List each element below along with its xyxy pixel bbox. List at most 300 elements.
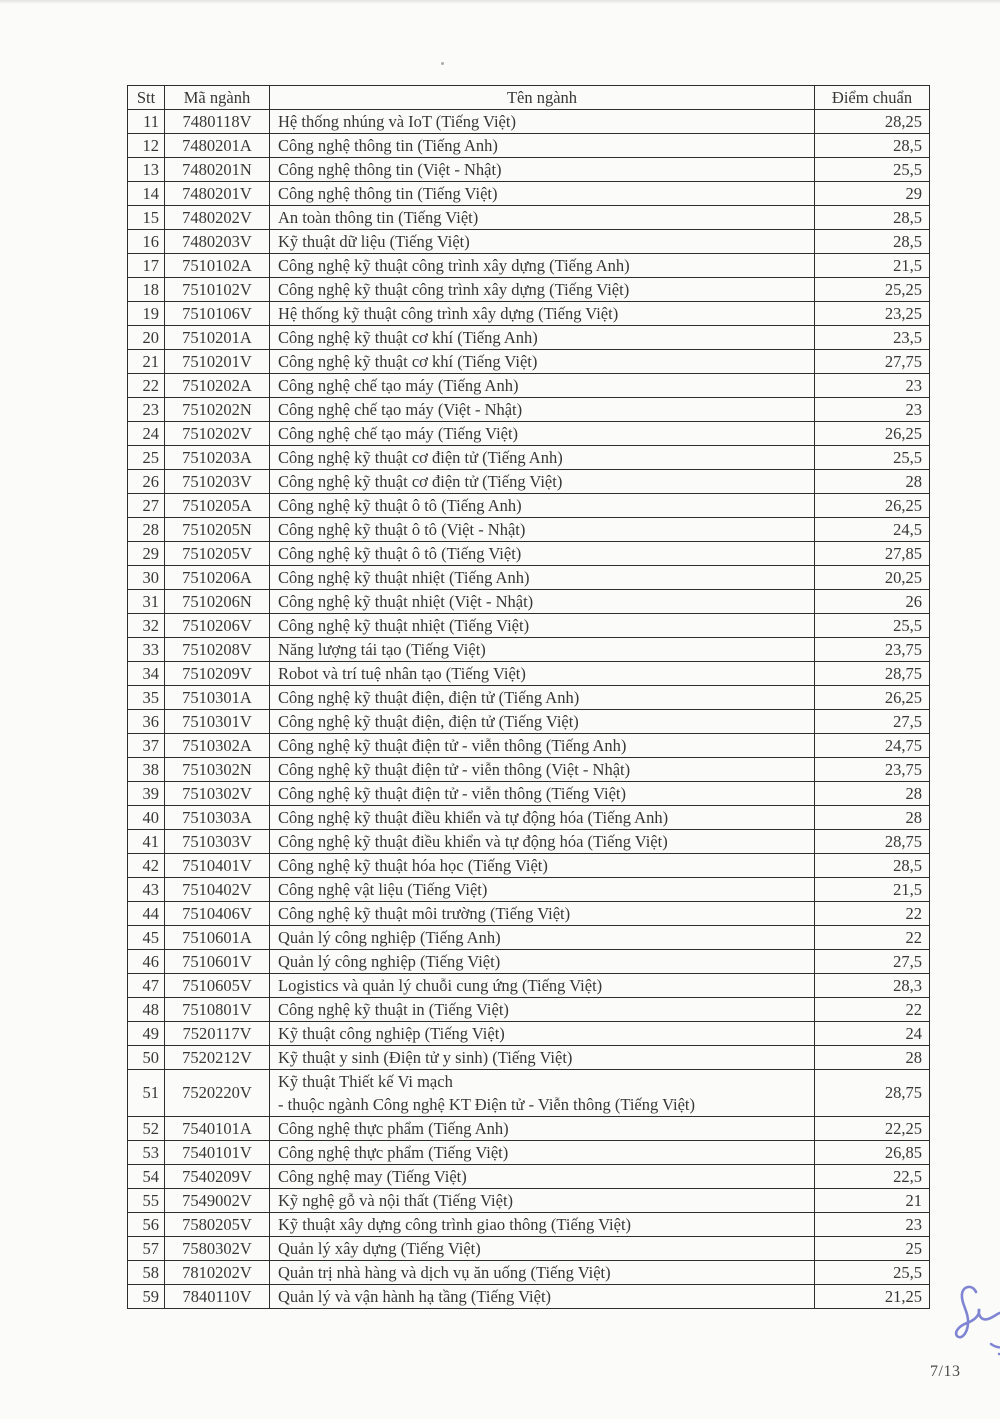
cell-score: 26,25 bbox=[815, 421, 930, 445]
table-row bbox=[128, 253, 930, 277]
cell-code: 7510801V bbox=[165, 997, 270, 1021]
cell-score: 28 bbox=[815, 469, 930, 493]
cell-score: 25,5 bbox=[815, 613, 930, 637]
cell-code: 7540101V bbox=[165, 1140, 270, 1164]
cell-name bbox=[270, 133, 815, 157]
cell-stt: 47 bbox=[128, 973, 165, 997]
cell-code: 7580302V bbox=[165, 1236, 270, 1260]
cell-stt: 19 bbox=[128, 301, 165, 325]
major-name-line: Kỹ thuật Thiết kế Vi mạch bbox=[278, 1071, 453, 1091]
cell-code: 7510202A bbox=[165, 373, 270, 397]
cell-score: 28,5 bbox=[815, 133, 930, 157]
table-row bbox=[128, 589, 930, 613]
cell-name bbox=[270, 949, 815, 973]
cell-stt: 55 bbox=[128, 1188, 165, 1212]
cell-name bbox=[270, 877, 815, 901]
cell-score: 23 bbox=[815, 373, 930, 397]
cell-name bbox=[270, 469, 815, 493]
cell-name bbox=[270, 229, 815, 253]
cell-code: 7480201A bbox=[165, 133, 270, 157]
table-header-row bbox=[128, 86, 930, 110]
cell-name bbox=[270, 1021, 815, 1045]
cell-stt: 13 bbox=[128, 157, 165, 181]
major-name-line: Quản lý công nghiệp (Tiếng Anh) bbox=[278, 927, 501, 947]
cell-score: 22,25 bbox=[815, 1116, 930, 1140]
major-name-line: Công nghệ kỹ thuật điều khiển và tự động hóa (Tiếng Anh) bbox=[278, 807, 669, 827]
cell-score: 26,85 bbox=[815, 1140, 930, 1164]
cell-name bbox=[270, 397, 815, 421]
cell-score: 21,5 bbox=[815, 253, 930, 277]
cell-code: 7510402V bbox=[165, 877, 270, 901]
cell-name bbox=[270, 805, 815, 829]
cell-name bbox=[270, 1140, 815, 1164]
cell-name bbox=[270, 637, 815, 661]
table-row bbox=[128, 733, 930, 757]
cell-name bbox=[270, 565, 815, 589]
cell-code: 7510605V bbox=[165, 973, 270, 997]
cell-code: 7510302N bbox=[165, 757, 270, 781]
cell-name bbox=[270, 1188, 815, 1212]
cell-stt: 18 bbox=[128, 277, 165, 301]
cell-name bbox=[270, 517, 815, 541]
cell-stt: 23 bbox=[128, 397, 165, 421]
cell-score: 24,75 bbox=[815, 733, 930, 757]
cell-score: 27,85 bbox=[815, 541, 930, 565]
cell-name bbox=[270, 181, 815, 205]
major-name-line: Công nghệ kỹ thuật cơ khí (Tiếng Anh) bbox=[278, 327, 538, 347]
major-name-line: Công nghệ thông tin (Tiếng Việt) bbox=[278, 183, 498, 203]
cell-name bbox=[270, 349, 815, 373]
cell-stt: 36 bbox=[128, 709, 165, 733]
cell-stt: 46 bbox=[128, 949, 165, 973]
column-header-name: Tên ngành bbox=[270, 86, 815, 110]
cell-name bbox=[270, 829, 815, 853]
page-number: 7/13 bbox=[930, 1363, 961, 1380]
table-row bbox=[128, 109, 930, 133]
cell-stt: 28 bbox=[128, 517, 165, 541]
cell-name bbox=[270, 973, 815, 997]
cell-code: 7540209V bbox=[165, 1164, 270, 1188]
cell-name bbox=[270, 277, 815, 301]
cell-stt: 40 bbox=[128, 805, 165, 829]
major-name-line: Công nghệ kỹ thuật điện tử - viễn thông (Tiếng Việt) bbox=[278, 783, 627, 803]
cell-name bbox=[270, 709, 815, 733]
cell-code: 7510401V bbox=[165, 853, 270, 877]
cell-score: 28 bbox=[815, 781, 930, 805]
cell-code: 7510206N bbox=[165, 589, 270, 613]
cell-code: 7480201N bbox=[165, 157, 270, 181]
cell-code: 7510205N bbox=[165, 517, 270, 541]
cell-code: 7480118V bbox=[165, 109, 270, 133]
cell-score: 28,75 bbox=[815, 829, 930, 853]
table-row bbox=[128, 445, 930, 469]
major-name-line: Công nghệ chế tạo máy (Tiếng Việt) bbox=[278, 423, 519, 443]
table-row bbox=[128, 1260, 930, 1284]
table-row bbox=[128, 997, 930, 1021]
signature-swash bbox=[991, 1340, 1000, 1354]
cell-stt: 14 bbox=[128, 181, 165, 205]
cell-code: 7540101A bbox=[165, 1116, 270, 1140]
cell-name bbox=[270, 661, 815, 685]
major-name-line: - thuộc ngành Công nghệ KT Điện tử - Viễn thông (Tiếng Việt) bbox=[278, 1094, 695, 1114]
cell-code: 7510202V bbox=[165, 421, 270, 445]
table-row bbox=[128, 181, 930, 205]
table-row bbox=[128, 781, 930, 805]
cell-name bbox=[270, 925, 815, 949]
major-name-line: Công nghệ kỹ thuật điện tử - viễn thông (Tiếng Anh) bbox=[278, 735, 627, 755]
cell-score: 24,5 bbox=[815, 517, 930, 541]
table-row bbox=[128, 1164, 930, 1188]
cell-score: 25,5 bbox=[815, 157, 930, 181]
cell-code: 7510302A bbox=[165, 733, 270, 757]
cell-name bbox=[270, 853, 815, 877]
table-row bbox=[128, 853, 930, 877]
table-row bbox=[128, 757, 930, 781]
cell-stt: 43 bbox=[128, 877, 165, 901]
cell-code: 7520212V bbox=[165, 1045, 270, 1069]
cell-name bbox=[270, 253, 815, 277]
cell-stt: 38 bbox=[128, 757, 165, 781]
major-name-line: Quản lý và vận hành hạ tầng (Tiếng Việt) bbox=[278, 1286, 552, 1306]
cell-stt: 42 bbox=[128, 853, 165, 877]
table-row bbox=[128, 1236, 930, 1260]
cell-stt: 17 bbox=[128, 253, 165, 277]
cell-score: 23,5 bbox=[815, 325, 930, 349]
cell-stt: 57 bbox=[128, 1236, 165, 1260]
cell-name bbox=[270, 1236, 815, 1260]
major-name-line: Công nghệ thực phẩm (Tiếng Việt) bbox=[278, 1142, 509, 1162]
major-name-line: Công nghệ kỹ thuật công trình xây dựng (Tiếng Việt) bbox=[278, 279, 630, 299]
major-name-line: Quản lý công nghiệp (Tiếng Việt) bbox=[278, 951, 501, 971]
major-name-line: Hệ thống kỹ thuật công trình xây dựng (Tiếng Việt) bbox=[278, 303, 619, 323]
major-name-line: Công nghệ kỹ thuật cơ khí (Tiếng Việt) bbox=[278, 351, 538, 371]
major-name-line: Công nghệ kỹ thuật công trình xây dựng (Tiếng Anh) bbox=[278, 255, 630, 275]
major-name-line: Công nghệ kỹ thuật ô tô (Việt - Nhật) bbox=[278, 519, 526, 539]
cell-code: 7510202N bbox=[165, 397, 270, 421]
cell-code: 7510206V bbox=[165, 613, 270, 637]
cell-stt: 33 bbox=[128, 637, 165, 661]
cell-code: 7480201V bbox=[165, 181, 270, 205]
cell-stt: 51 bbox=[128, 1069, 165, 1116]
cell-code: 7510302V bbox=[165, 781, 270, 805]
cell-stt: 24 bbox=[128, 421, 165, 445]
cell-name bbox=[270, 781, 815, 805]
cell-stt: 12 bbox=[128, 133, 165, 157]
cell-score: 28,75 bbox=[815, 1069, 930, 1116]
cell-name bbox=[270, 205, 815, 229]
column-header-code: Mã ngành bbox=[165, 86, 270, 110]
table-row bbox=[128, 397, 930, 421]
major-name-line: Công nghệ thông tin (Việt - Nhật) bbox=[278, 159, 502, 179]
table-row bbox=[128, 949, 930, 973]
table-row bbox=[128, 565, 930, 589]
cell-code: 7520117V bbox=[165, 1021, 270, 1045]
cell-code: 7510102A bbox=[165, 253, 270, 277]
cell-code: 7510208V bbox=[165, 637, 270, 661]
cell-score: 21,25 bbox=[815, 1284, 930, 1308]
major-name-line: Công nghệ kỹ thuật điện tử - viễn thông (Việt - Nhật) bbox=[278, 759, 631, 779]
cell-name bbox=[270, 1212, 815, 1236]
cell-stt: 26 bbox=[128, 469, 165, 493]
major-name-line: Công nghệ kỹ thuật ô tô (Tiếng Anh) bbox=[278, 495, 522, 515]
major-name-line: Công nghệ kỹ thuật nhiệt (Việt - Nhật) bbox=[278, 591, 534, 611]
cell-score: 22 bbox=[815, 925, 930, 949]
cell-score: 23,25 bbox=[815, 301, 930, 325]
cell-stt: 15 bbox=[128, 205, 165, 229]
cell-stt: 52 bbox=[128, 1116, 165, 1140]
cell-score: 23,75 bbox=[815, 757, 930, 781]
major-name-line: Công nghệ may (Tiếng Việt) bbox=[278, 1166, 467, 1186]
cell-score: 26 bbox=[815, 589, 930, 613]
cell-name bbox=[270, 157, 815, 181]
major-name-line: Công nghệ vật liệu (Tiếng Việt) bbox=[278, 879, 488, 899]
major-name-line: Công nghệ chế tạo máy (Tiếng Anh) bbox=[278, 375, 519, 395]
cell-code: 7510303V bbox=[165, 829, 270, 853]
column-header-score: Điểm chuẩn bbox=[815, 86, 930, 110]
major-name-line: Công nghệ chế tạo máy (Việt - Nhật) bbox=[278, 399, 523, 419]
cell-code: 7510209V bbox=[165, 661, 270, 685]
table-row bbox=[128, 1140, 930, 1164]
cell-score: 25 bbox=[815, 1236, 930, 1260]
cell-score: 28,3 bbox=[815, 973, 930, 997]
cell-score: 22 bbox=[815, 901, 930, 925]
cell-score: 28,25 bbox=[815, 109, 930, 133]
cell-code: 7510206A bbox=[165, 565, 270, 589]
cell-name bbox=[270, 301, 815, 325]
major-name-line: Công nghệ kỹ thuật in (Tiếng Việt) bbox=[278, 999, 509, 1019]
scan-speck bbox=[441, 62, 444, 65]
cell-score: 24 bbox=[815, 1021, 930, 1045]
cell-name bbox=[270, 1284, 815, 1308]
cell-stt: 34 bbox=[128, 661, 165, 685]
cell-score: 21 bbox=[815, 1188, 930, 1212]
major-name-line: Công nghệ kỹ thuật môi trường (Tiếng Việt) bbox=[278, 903, 571, 923]
cell-name bbox=[270, 1069, 815, 1116]
cell-score: 28,75 bbox=[815, 661, 930, 685]
major-name-line: Hệ thống nhúng và IoT (Tiếng Việt) bbox=[278, 111, 516, 131]
cell-name bbox=[270, 445, 815, 469]
cell-stt: 31 bbox=[128, 589, 165, 613]
cell-stt: 54 bbox=[128, 1164, 165, 1188]
cell-code: 7510406V bbox=[165, 901, 270, 925]
table-row bbox=[128, 229, 930, 253]
cell-code: 7510203A bbox=[165, 445, 270, 469]
cell-stt: 44 bbox=[128, 901, 165, 925]
table-row bbox=[128, 685, 930, 709]
cell-score: 25,25 bbox=[815, 277, 930, 301]
cell-score: 27,5 bbox=[815, 949, 930, 973]
cell-code: 7580205V bbox=[165, 1212, 270, 1236]
major-name-line: Kỹ nghệ gỗ và nội thất (Tiếng Việt) bbox=[278, 1190, 514, 1210]
cell-stt: 45 bbox=[128, 925, 165, 949]
major-name-line: Năng lượng tái tạo (Tiếng Việt) bbox=[278, 639, 486, 659]
major-name-line: Công nghệ kỹ thuật nhiệt (Tiếng Việt) bbox=[278, 615, 530, 635]
major-name-line: Kỹ thuật công nghiệp (Tiếng Việt) bbox=[278, 1023, 505, 1043]
table-row bbox=[128, 349, 930, 373]
cell-stt: 29 bbox=[128, 541, 165, 565]
table-row bbox=[128, 541, 930, 565]
cell-code: 7510201A bbox=[165, 325, 270, 349]
cell-code: 7549002V bbox=[165, 1188, 270, 1212]
admission-scores-table bbox=[127, 85, 930, 1309]
cell-stt: 39 bbox=[128, 781, 165, 805]
cell-stt: 50 bbox=[128, 1045, 165, 1069]
cell-code: 7810202V bbox=[165, 1260, 270, 1284]
cell-name bbox=[270, 757, 815, 781]
cell-name bbox=[270, 1260, 815, 1284]
cell-name bbox=[270, 109, 815, 133]
cell-name bbox=[270, 541, 815, 565]
table-row bbox=[128, 157, 930, 181]
cell-code: 7510205V bbox=[165, 541, 270, 565]
cell-code: 7510102V bbox=[165, 277, 270, 301]
cell-score: 23,75 bbox=[815, 637, 930, 661]
cell-score: 22,5 bbox=[815, 1164, 930, 1188]
cell-name bbox=[270, 901, 815, 925]
cell-score: 27,5 bbox=[815, 709, 930, 733]
table-row bbox=[128, 205, 930, 229]
cell-score: 29 bbox=[815, 181, 930, 205]
major-name-line: Công nghệ kỹ thuật cơ điện tử (Tiếng Việt) bbox=[278, 471, 563, 491]
table-row bbox=[128, 373, 930, 397]
table-row bbox=[128, 901, 930, 925]
cell-score: 28,5 bbox=[815, 205, 930, 229]
cell-code: 7510205A bbox=[165, 493, 270, 517]
major-name-line: Công nghệ kỹ thuật điện, điện tử (Tiếng Việt) bbox=[278, 711, 579, 731]
cell-code: 7510106V bbox=[165, 301, 270, 325]
cell-stt: 41 bbox=[128, 829, 165, 853]
table-row bbox=[128, 1212, 930, 1236]
major-name-line: Công nghệ kỹ thuật ô tô (Tiếng Việt) bbox=[278, 543, 522, 563]
table-row bbox=[128, 493, 930, 517]
table-row bbox=[128, 973, 930, 997]
table-row bbox=[128, 661, 930, 685]
cell-score: 20,25 bbox=[815, 565, 930, 589]
cell-stt: 16 bbox=[128, 229, 165, 253]
cell-code: 7510301A bbox=[165, 685, 270, 709]
major-name-line: Kỹ thuật y sinh (Điện tử y sinh) (Tiếng Việt) bbox=[278, 1047, 573, 1067]
table-row bbox=[128, 277, 930, 301]
cell-stt: 53 bbox=[128, 1140, 165, 1164]
cell-name bbox=[270, 733, 815, 757]
cell-score: 25,5 bbox=[815, 445, 930, 469]
cell-name bbox=[270, 1045, 815, 1069]
table-row bbox=[128, 325, 930, 349]
major-name-line: Robot và trí tuệ nhân tạo (Tiếng Việt) bbox=[278, 663, 526, 683]
admission-table-body bbox=[128, 109, 930, 1308]
cell-score: 28,5 bbox=[815, 853, 930, 877]
cell-stt: 48 bbox=[128, 997, 165, 1021]
cell-score: 27,75 bbox=[815, 349, 930, 373]
cell-name bbox=[270, 1116, 815, 1140]
cell-score: 25,5 bbox=[815, 1260, 930, 1284]
table-row bbox=[128, 829, 930, 853]
cell-stt: 58 bbox=[128, 1260, 165, 1284]
cell-score: 28 bbox=[815, 1045, 930, 1069]
cell-code: 7510301V bbox=[165, 709, 270, 733]
major-name-line: Công nghệ kỹ thuật điện, điện tử (Tiếng Anh) bbox=[278, 687, 580, 707]
cell-code: 7520220V bbox=[165, 1069, 270, 1116]
cell-name bbox=[270, 589, 815, 613]
cell-code: 7510601A bbox=[165, 925, 270, 949]
table-row bbox=[128, 1045, 930, 1069]
cell-code: 7510203V bbox=[165, 469, 270, 493]
cell-stt: 11 bbox=[128, 109, 165, 133]
cell-stt: 22 bbox=[128, 373, 165, 397]
cell-name bbox=[270, 997, 815, 1021]
major-name-line: Logistics và quản lý chuỗi cung ứng (Tiếng Việt) bbox=[278, 975, 603, 995]
cell-score: 23 bbox=[815, 1212, 930, 1236]
cell-score: 26,25 bbox=[815, 685, 930, 709]
table-row bbox=[128, 613, 930, 637]
cell-name bbox=[270, 421, 815, 445]
table-row bbox=[128, 1021, 930, 1045]
table-row bbox=[128, 517, 930, 541]
table-row bbox=[128, 877, 930, 901]
cell-stt: 30 bbox=[128, 565, 165, 589]
cell-score: 23 bbox=[815, 397, 930, 421]
cell-code: 7510303A bbox=[165, 805, 270, 829]
handwritten-signature bbox=[947, 1282, 1000, 1368]
table-row bbox=[128, 1116, 930, 1140]
cell-name bbox=[270, 1164, 815, 1188]
cell-stt: 49 bbox=[128, 1021, 165, 1045]
table-row bbox=[128, 709, 930, 733]
cell-stt: 35 bbox=[128, 685, 165, 709]
cell-name bbox=[270, 613, 815, 637]
major-name-line: Công nghệ kỹ thuật điều khiển và tự động hóa (Tiếng Việt) bbox=[278, 831, 668, 851]
major-name-line: Kỹ thuật xây dựng công trình giao thông (Tiếng Việt) bbox=[278, 1214, 632, 1234]
major-name-line: Công nghệ kỹ thuật cơ điện tử (Tiếng Anh) bbox=[278, 447, 563, 467]
table-row bbox=[128, 805, 930, 829]
cell-stt: 32 bbox=[128, 613, 165, 637]
cell-stt: 21 bbox=[128, 349, 165, 373]
major-name-line: Công nghệ thực phẩm (Tiếng Anh) bbox=[278, 1118, 509, 1138]
cell-stt: 27 bbox=[128, 493, 165, 517]
cell-name bbox=[270, 685, 815, 709]
cell-stt: 20 bbox=[128, 325, 165, 349]
cell-score: 28,5 bbox=[815, 229, 930, 253]
cell-score: 26,25 bbox=[815, 493, 930, 517]
cell-stt: 56 bbox=[128, 1212, 165, 1236]
table-row bbox=[128, 1284, 930, 1308]
cell-stt: 37 bbox=[128, 733, 165, 757]
major-name-line: Công nghệ kỹ thuật nhiệt (Tiếng Anh) bbox=[278, 567, 530, 587]
major-name-line: Công nghệ thông tin (Tiếng Anh) bbox=[278, 135, 498, 155]
cell-stt: 25 bbox=[128, 445, 165, 469]
cell-score: 21,5 bbox=[815, 877, 930, 901]
cell-score: 28 bbox=[815, 805, 930, 829]
major-name-line: Kỹ thuật dữ liệu (Tiếng Việt) bbox=[278, 231, 470, 251]
cell-score: 22 bbox=[815, 997, 930, 1021]
signature-stroke bbox=[956, 1287, 1000, 1337]
table-row bbox=[128, 1188, 930, 1212]
major-name-line: An toàn thông tin (Tiếng Việt) bbox=[278, 207, 479, 227]
table-row bbox=[128, 421, 930, 445]
table-row bbox=[128, 1069, 930, 1116]
table-row bbox=[128, 133, 930, 157]
cell-name bbox=[270, 325, 815, 349]
cell-code: 7510601V bbox=[165, 949, 270, 973]
major-name-line: Quản lý xây dựng (Tiếng Việt) bbox=[278, 1238, 481, 1258]
cell-code: 7840110V bbox=[165, 1284, 270, 1308]
cell-code: 7510201V bbox=[165, 349, 270, 373]
cell-code: 7480202V bbox=[165, 205, 270, 229]
cell-name bbox=[270, 493, 815, 517]
major-name-line: Quản trị nhà hàng và dịch vụ ăn uống (Tiếng Việt) bbox=[278, 1262, 611, 1282]
table-row bbox=[128, 925, 930, 949]
table-row bbox=[128, 637, 930, 661]
